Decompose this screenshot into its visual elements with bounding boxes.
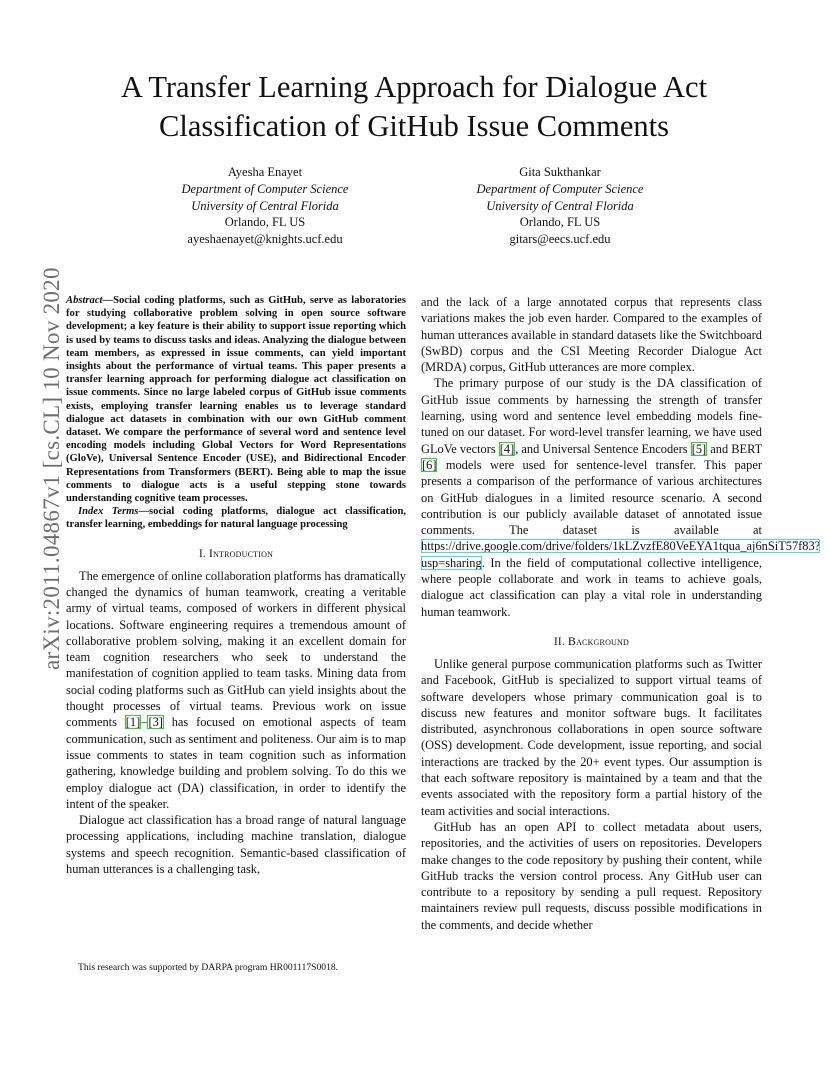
author-email: ayeshaenayet@knights.ucf.edu	[187, 232, 343, 247]
arxiv-stamp: arXiv:2011.04867v1 [cs.CL] 10 Nov 2020	[39, 267, 64, 670]
dataset-url-link[interactable]: https://drive.google.com/drive/folders/1kLZvzfE80VeEYA1tqua_aj6nSiT57f83?usp=sharing	[421, 539, 821, 570]
right-column	[421, 294, 821, 933]
text-run: models were used for sentence-level transfer. This paper presents a comparison of the performance of various architectures on GitHub dialogues in a limited resource scenario. A second contribution is our publicly available dataset of annotated issue comments. The dataset is available at	[421, 457, 762, 538]
author-email: gitars@eecs.ucf.edu	[509, 232, 611, 247]
paper-title	[60, 68, 768, 146]
section-number: I.	[198, 547, 209, 560]
background-paragraph-1: Unlike general purpose communication platforms such as Twitter and Facebook, GitHub is specialized to support virtual teams of software developers whose primary communication goal is to discuss new features and monitor software bugs. It facilitates distributed, asynchronous collaborations in open source software (OSS) development. Code development, issue reporting, and social interactions are tracked by the 20+ event types. Our assumption is that each software repository is maintained by a team and that the events associated with the repository form a partial history of the team activities and social interactions.	[421, 656, 762, 818]
abstract-text: —Social coding platforms, such as GitHub, serve as laboratories for studying collaborative problem solving in open source software development; a key feature is their ability to support issue reporting which is used by teams to discuss tasks and ideas. Analyzing the dialogue between team members, as expressed in issue comments, can yield important insights about the performance of virtual teams. This paper presents a transfer learning approach for performing dialogue act classification on issue comments. Since no large labeled corpus of GitHub issue comments exists, employing transfer learning enables us to leverage standard dialogue act datasets in combination with our own GitHub comment dataset. We compare the performance of several word and sentence level encoding models including Global Vectors for Word Representations (GloVe), Universal Sentence Encoder (USE), and Bidirectional Encoder Representations from Transformers (BERT). Being able to map the issue comments to dialogue acts is a useful stepping stone towards understanding cognitive team processes.	[66, 295, 406, 505]
author-block-1	[150, 164, 380, 248]
intro-paragraph-2-continued: and the lack of a large annotated corpus that represents class variations makes the job even harder. Compared to the examples of human utterances available in standard datasets like the Switchboard (SwBD) corpus and the CSI Meeting Recorder Dialogue Act (MRDA) corpus, GitHub utterances are more complex.	[421, 295, 762, 375]
abstract	[66, 294, 406, 532]
text-run: The primary purpose of our study is the DA classification of GitHub issue comments by harnessing the strength of transfer learning, using word and sentence level embedding models fine-tuned on our dataset. For word-level transfer learning, we have used GLoVe vectors	[421, 376, 762, 456]
section-title: Background	[567, 633, 629, 648]
citation-link[interactable]: [1]	[125, 715, 141, 730]
left-column	[66, 294, 406, 877]
author-name: Gita Sukthankar	[519, 165, 601, 179]
author-name: Ayesha Enayet	[227, 165, 303, 179]
author-department: Department of Computer Science	[181, 181, 349, 196]
intro-paragraph-3	[421, 375, 821, 619]
text-run: The emergence of online collaboration platforms has dramatically changed the dynamics of human teamwork, creating a veritable army of virtual teams, composed of workers in different physical locations. Software engineering requires a tremendous amount of collaborative problem solving, making it an excellent domain for team cognition researchers who seek to understand the manifestation of cognition applied to team tasks. Mining data from social coding platforms such as GitHub can yield insights about the thought processes of virtual teams. Previous work on issue comments	[66, 568, 406, 730]
author-block-2	[445, 164, 675, 248]
text-run: has focused on emotional aspects of team communication, such as sentiment and politeness. Our aim is to map issue comments to states in team cognition such as information gathering, knowledge building and problem solving. To do this we employ dialogue act (DA) classification, in order to identify the intent of the speaker.	[66, 715, 406, 811]
text-run: –	[141, 715, 148, 730]
section-title: Introduction	[208, 545, 274, 560]
section-heading-background	[421, 633, 762, 650]
background-paragraph-2: GitHub has an open API to collect metadata about users, repositories, and the activities of users on repositories. Developers make changes to the code repository by pushing their content, while GitHub tracks the version control process. Any GitHub user can contribute to a repository by sending a pull request. Repository maintainers review pull requests, discuss possible modifications in the comments, and decide whether	[421, 819, 762, 932]
citation-link[interactable]: [5]	[691, 441, 707, 456]
intro-paragraph-2: Dialogue act classification has a broad range of natural language processing applications, including machine translation, dialogue systems and speech recognition. Semantic-based classification of human utterances is a challenging task,	[66, 813, 406, 876]
citation-link[interactable]: [3]	[148, 715, 163, 730]
text-run: . In the field of computational collective intelligence, where people collaborate and work in teams to achieve goals, dialogue act classification can play a vital role in understanding human teamwork.	[421, 555, 762, 619]
footnote: This research was supported by DARPA program HR001117S0018.	[78, 962, 339, 973]
text-run: , and Universal Sentence Encoders	[515, 441, 691, 456]
author-university: University of Central Florida	[486, 198, 634, 213]
author-location: Orlando, FL US	[519, 215, 601, 230]
section-heading-introduction	[66, 545, 406, 562]
intro-paragraph-1	[66, 568, 406, 812]
author-location: Orlando, FL US	[224, 215, 306, 230]
citation-link[interactable]: [4]	[499, 441, 515, 456]
title-line-2: Classification of GitHub Issue Comments	[159, 109, 669, 143]
abstract-lead: Abstract	[66, 295, 103, 306]
citation-link[interactable]: [6]	[422, 457, 437, 472]
text-run: and BERT	[707, 441, 762, 456]
title-line-1: A Transfer Learning Approach for Dialogue Act	[120, 70, 708, 104]
author-university: University of Central Florida	[191, 198, 339, 213]
index-terms-text: —social coding platforms, dialogue act classification, transfer learning, embeddings for natural language processing	[66, 506, 406, 531]
index-terms-lead: Index Terms	[78, 506, 139, 518]
author-department: Department of Computer Science	[476, 181, 644, 196]
section-number: II.	[554, 635, 568, 648]
